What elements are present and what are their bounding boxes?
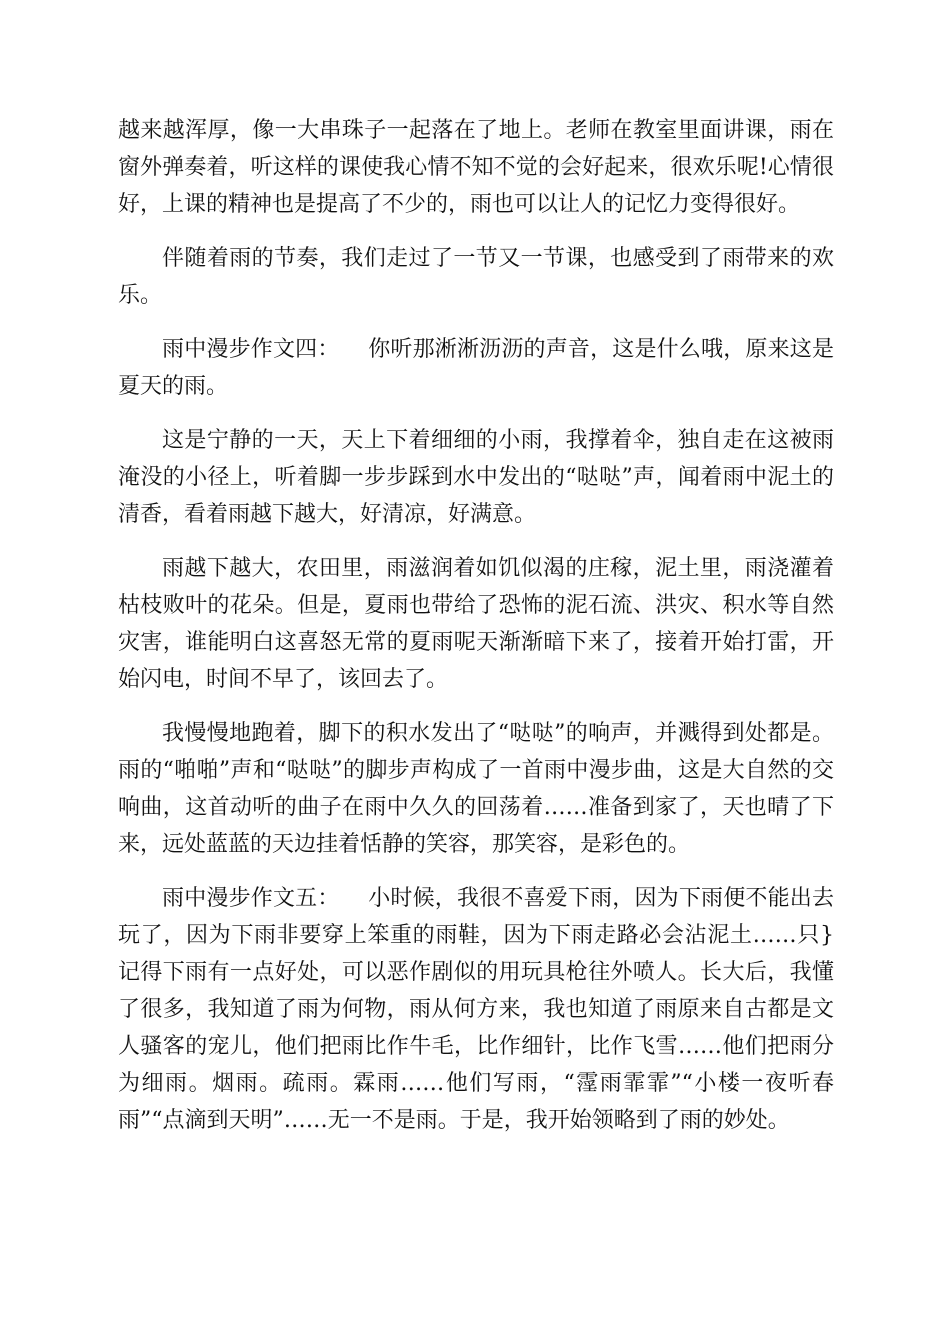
paragraph-6: 我慢慢地跑着，脚下的积水发出了“哒哒”的响声，并溅得到处都是。雨的“啪啪”声和“哒哒”的脚步声构成了一首雨中漫步曲，这是大自然的交响曲，这首动听的曲子在雨中久久的回荡着……准备到家了，天也晴了下来，远处蓝蓝的天边挂着恬静的笑容，那笑容，是彩色的。 [118, 721, 834, 857]
paragraph-5: 雨越下越大，农田里，雨滋润着如饥似渴的庄稼，泥土里，雨浇灌着枯枝败叶的花朵。但是，夏雨也带给了恐怖的泥石流、洪灾、积水等自然灾害，谁能明白这喜怒无常的夏雨呢天渐渐暗下来了，接着开始打雷，开始闪电，时间不早了，该回去了。 [118, 556, 834, 692]
document-body [118, 112, 834, 1156]
paragraph-7: 雨中漫步作文五： 小时候，我很不喜爱下雨，因为下雨便不能出去玩了，因为下雨非要穿上笨重的雨鞋，因为下雨走路必会沾泥土……只}记得下雨有一点好处，可以恶作剧似的用玩具枪往外喷人。长大后，我懂了很多，我知道了雨为何物，雨从何方来，我也知道了雨原来自古都是文人骚客的宠儿，他们把雨比作牛毛，比作细针，比作飞雪……他们把雨分为细雨。烟雨。疏雨。霖雨……他们写雨，“霪雨霏霏”“小楼一夜听春雨”“点滴到天明”……无一不是雨。于是，我开始领略到了雨的妙处。 [118, 886, 834, 1133]
paragraph-3: 雨中漫步作文四： 你听那淅淅沥沥的声音，这是什么哦，原来这是夏天的雨。 [118, 337, 834, 399]
paragraph-4: 这是宁静的一天，天上下着细细的小雨，我撑着伞，独自走在这被雨淹没的小径上，听着脚一步步踩到水中发出的“哒哒”声，闻着雨中泥土的清香，看着雨越下越大，好清凉，好满意。 [118, 428, 834, 527]
paragraph-2: 伴随着雨的节奏，我们走过了一节又一节课，也感受到了雨带来的欢乐。 [118, 246, 834, 308]
paragraph-1: 越来越浑厚，像一大串珠子一起落在了地上。老师在教室里面讲课，雨在窗外弹奏着，听这样的课使我心情不知不觉的会好起来，很欢乐呢!心情很好，上课的精神也是提高了不少的，雨也可以让人的记忆力变得很好。 [118, 118, 834, 217]
